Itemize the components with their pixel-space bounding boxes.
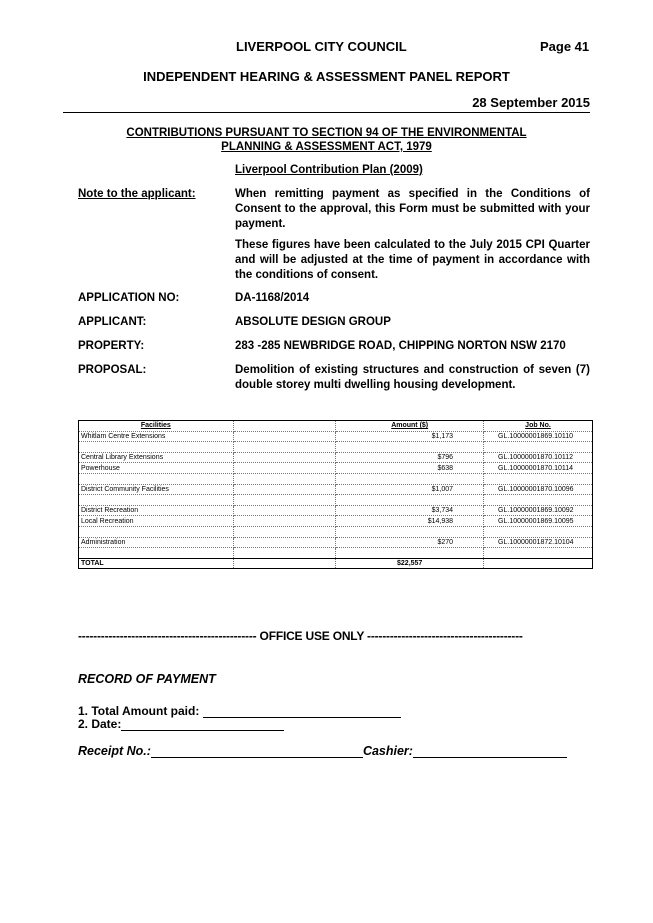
header-divider bbox=[63, 112, 590, 113]
report-date: 28 September 2015 bbox=[472, 95, 590, 110]
total-amount-paid-row bbox=[78, 704, 401, 718]
amount-cell bbox=[336, 495, 484, 506]
note-label: Note to the applicant: bbox=[78, 188, 196, 200]
job-no-cell: GL.10000001869.10095 bbox=[484, 516, 593, 527]
table-header-row bbox=[79, 421, 593, 432]
report-title: INDEPENDENT HEARING & ASSESSMENT PANEL REPORT bbox=[143, 69, 510, 84]
job-no-header: Job No. bbox=[484, 421, 593, 432]
job-no-cell bbox=[484, 495, 593, 506]
facility-cell bbox=[79, 548, 234, 559]
table-row bbox=[79, 495, 593, 506]
cashier-label: Cashier: bbox=[362, 744, 413, 758]
total-amount: $22,557 bbox=[336, 558, 484, 569]
receipt-cashier-row bbox=[78, 744, 567, 758]
table-row bbox=[79, 516, 593, 527]
amount-cell bbox=[336, 526, 484, 537]
amount-cell: $3,734 bbox=[336, 505, 484, 516]
table-row bbox=[79, 484, 593, 495]
receipt-no-field[interactable] bbox=[151, 746, 363, 758]
amount-cell bbox=[336, 442, 484, 453]
facility-cell bbox=[79, 473, 234, 484]
date-field[interactable] bbox=[121, 719, 284, 731]
application-no-value: DA-1168/2014 bbox=[235, 292, 310, 304]
table-row bbox=[79, 548, 593, 559]
receipt-no-label: Receipt No.: bbox=[78, 744, 151, 758]
facility-cell bbox=[79, 526, 234, 537]
contributions-table bbox=[78, 420, 593, 569]
facilities-header: Facilities bbox=[79, 421, 234, 432]
facility-cell: Central Library Extensions bbox=[79, 452, 234, 463]
note-paragraph-1: When remitting payment as specified in the Conditions of Consent to the approval, this Form must be submitted with your payment. bbox=[235, 188, 590, 230]
amount-cell: $1,173 bbox=[336, 431, 484, 442]
facility-cell: Administration bbox=[79, 537, 234, 548]
table-row bbox=[79, 526, 593, 537]
office-use-label: OFFICE USE ONLY bbox=[256, 629, 368, 643]
table-row bbox=[79, 452, 593, 463]
record-of-payment-title: RECORD OF PAYMENT bbox=[78, 672, 216, 686]
total-amount-paid-label: 1. Total Amount paid: bbox=[78, 704, 200, 718]
office-dashes-left: ----------------------------------------------- bbox=[78, 629, 257, 643]
job-no-cell: GL.10000001870.10096 bbox=[484, 484, 593, 495]
facility-cell bbox=[79, 442, 234, 453]
job-no-cell bbox=[484, 548, 593, 559]
cashier-field[interactable] bbox=[413, 746, 567, 758]
amount-cell: $638 bbox=[336, 463, 484, 474]
contribution-plan-title: Liverpool Contribution Plan (2009) bbox=[235, 164, 423, 176]
section-heading bbox=[63, 126, 590, 154]
table-row bbox=[79, 442, 593, 453]
job-no-cell: GL.10000001870.10114 bbox=[484, 463, 593, 474]
amount-cell bbox=[336, 548, 484, 559]
job-no-cell bbox=[484, 526, 593, 537]
amount-cell: $1,007 bbox=[336, 484, 484, 495]
job-no-cell: GL.10000001870.10112 bbox=[484, 452, 593, 463]
section-heading-line-1: CONTRIBUTIONS PURSUANT TO SECTION 94 OF THE ENVIRONMENTAL bbox=[126, 127, 527, 139]
office-dashes-right: ----------------------------------------- bbox=[367, 629, 523, 643]
job-no-cell: GL.10000001872.10104 bbox=[484, 537, 593, 548]
amount-cell bbox=[336, 473, 484, 484]
blank-header bbox=[233, 421, 336, 432]
amount-header: Amount ($) bbox=[336, 421, 484, 432]
note-paragraph-2: These figures have been calculated to the July 2015 CPI Quarter and will be adjusted at the time of payment in accordance with the conditions of consent. bbox=[235, 239, 590, 281]
applicant-value: ABSOLUTE DESIGN GROUP bbox=[235, 316, 391, 328]
facility-cell: Powerhouse bbox=[79, 463, 234, 474]
facility-cell bbox=[79, 495, 234, 506]
total-row bbox=[79, 558, 593, 569]
facility-cell: District Community Facilities bbox=[79, 484, 234, 495]
amount-cell: $270 bbox=[336, 537, 484, 548]
job-no-cell bbox=[484, 473, 593, 484]
amount-cell: $796 bbox=[336, 452, 484, 463]
office-use-divider bbox=[78, 629, 523, 643]
job-no-cell: GL.10000001869.10092 bbox=[484, 505, 593, 516]
applicant-label: APPLICANT: bbox=[78, 316, 147, 328]
job-no-cell: GL.10000001869.10110 bbox=[484, 431, 593, 442]
property-label: PROPERTY: bbox=[78, 340, 145, 352]
total-label: TOTAL bbox=[79, 558, 234, 569]
proposal-value: Demolition of existing structures and construction of seven (7) double storey multi dwelling housing development. bbox=[235, 364, 590, 391]
council-name: LIVERPOOL CITY COUNCIL bbox=[236, 39, 407, 54]
table-row bbox=[79, 463, 593, 474]
section-heading-line-2: PLANNING & ASSESSMENT ACT, 1979 bbox=[221, 141, 432, 153]
table-row bbox=[79, 431, 593, 442]
property-value: 283 -285 NEWBRIDGE ROAD, CHIPPING NORTON NSW 2170 bbox=[235, 340, 566, 352]
facility-cell: Whitlam Centre Extensions bbox=[79, 431, 234, 442]
table-row bbox=[79, 473, 593, 484]
application-no-label: APPLICATION NO: bbox=[78, 292, 180, 304]
table-row bbox=[79, 537, 593, 548]
facility-cell: District Recreation bbox=[79, 505, 234, 516]
job-no-cell bbox=[484, 442, 593, 453]
facility-cell: Local Recreation bbox=[79, 516, 234, 527]
date-row bbox=[78, 717, 284, 731]
page-number: Page 41 bbox=[540, 39, 590, 54]
amount-cell: $14,938 bbox=[336, 516, 484, 527]
proposal-label: PROPOSAL: bbox=[78, 364, 147, 376]
date-label: 2. Date: bbox=[78, 717, 122, 731]
table-row bbox=[79, 505, 593, 516]
